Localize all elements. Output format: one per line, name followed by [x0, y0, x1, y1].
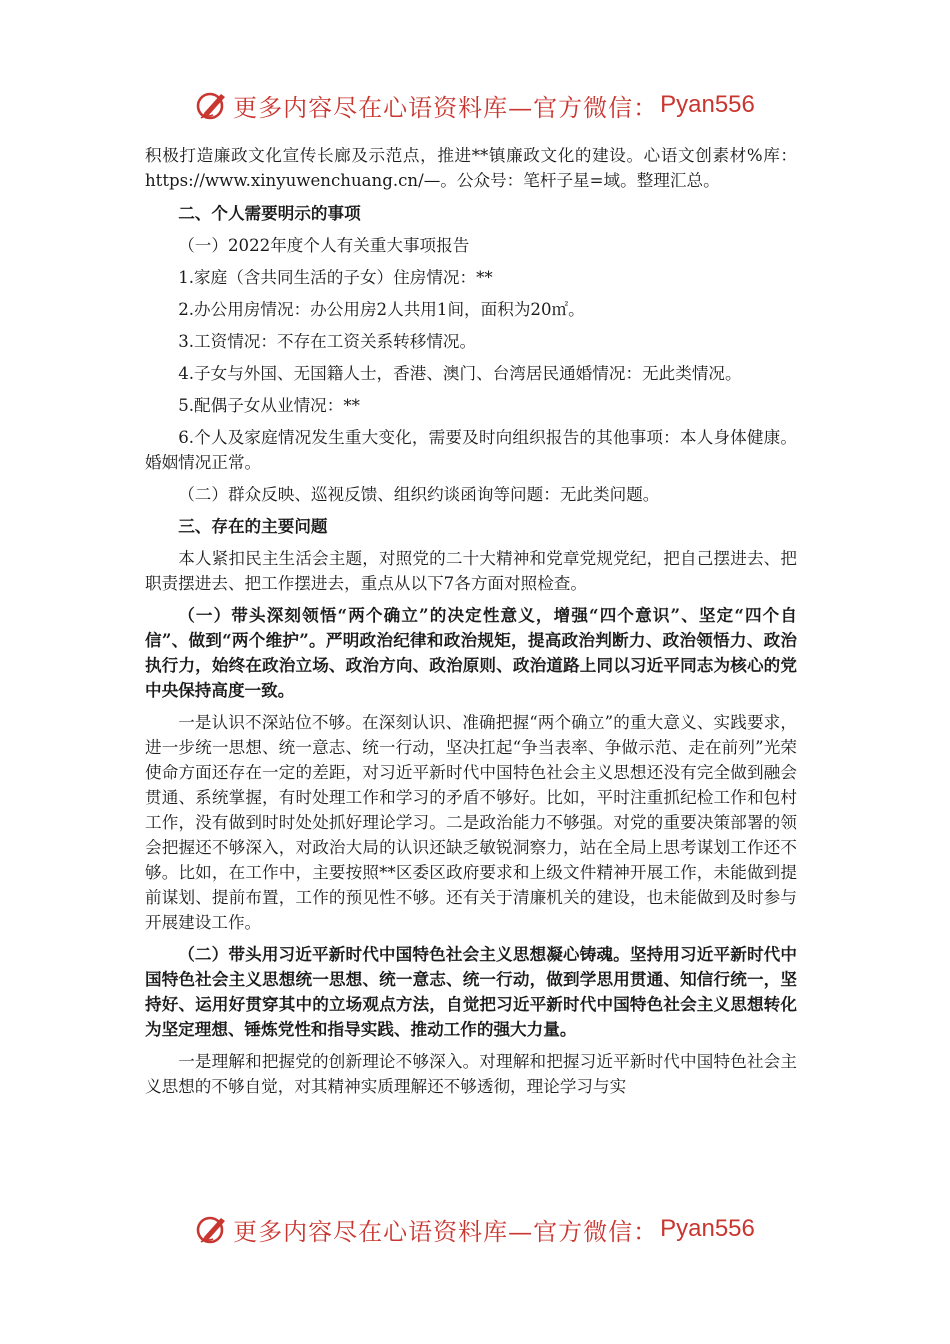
item-marriage: 4.子女与外国、无国籍人士，香港、澳门、台湾居民通婚情况：无此类情况。	[178, 364, 742, 383]
banner-text: 更多内容尽在心语资料库—官方微信：	[233, 1217, 659, 1246]
item-employment: 5.配偶子女从业情况：**	[178, 396, 360, 415]
item-other-changes: 6.个人及家庭情况发生重大变化，需要及时向组织报告的其他事项：本人身体健康。婚姻情况正常。	[145, 428, 797, 472]
point-2-body: 一是理解和把握党的创新理论不够深入。对理解和把握习近平新时代中国特色社会主义思想的不够自觉，对其精神实质理解还不够透彻，理论学习与实	[145, 1052, 797, 1096]
item-office: 2.办公用房情况：办公用房2人共用1间，面积为20㎡。	[178, 300, 585, 319]
point-1-title: （一）带头深刻领悟“两个确立”的决定性意义，增强“四个意识”、坚定“四个自信”、做到“两个维护”。严明政治纪律和政治规矩，提高政治判断力、政治领悟力、政治执行力，始终在政治立场、政治方向、政治原则、政治道路上同以习近平同志为核心的党中央保持高度一致。	[145, 605, 797, 700]
point-1-body: 一是认识不深站位不够。在深刻认识、准确把握“两个确立”的重大意义、实践要求，进一步统一思想、统一意志、统一行动，坚决扛起“争当表率、争做示范、走在前列”光荣使命方面还存在一定的差距，对习近平新时代中国特色社会主义思想还没有完全做到融会贯通、系统掌握，有时处理工作和学习的矛盾不够好。比如，平时注重抓纪检工作和包村工作，没有做到时时处处抓好理论学习。二是政治能力不够强。对党的重要决策部署的领会把握还不够深入，对政治大局的认识还缺乏敏锐洞察力，站在全局上思考谋划工作还不够。比如，在工作中，主要按照**区委区政府要求和上级文件精神开展工作，未能做到提前谋划、提前布置，工作的预见性不够。还有关于清廉机关的建设，也未能做到及时参与开展建设工作。	[145, 713, 797, 932]
point-2-title: （二）带头用习近平新时代中国特色社会主义思想凝心铸魂。坚持用习近平新时代中国特色社会主义思想统一思想、统一意志、统一行动，做到学思用贯通、知信行统一，坚持好、运用好贯穿其中的立场观点方法，自觉把习近平新时代中国特色社会主义思想转化为坚定理想、锤炼党性和指导实践、推动工作的强大力量。	[145, 944, 797, 1039]
footer-banner	[0, 1204, 950, 1254]
document-body	[145, 143, 797, 1106]
pen-logo-icon	[195, 1212, 229, 1246]
item-salary: 3.工资情况：不存在工资关系转移情况。	[178, 332, 477, 351]
pen-logo-icon	[195, 88, 229, 122]
item-housing: 1.家庭（含共同生活的子女）住房情况：**	[178, 268, 493, 287]
header-banner	[0, 80, 950, 130]
banner-wechat-id: Pyan556	[660, 91, 755, 118]
banner-text: 更多内容尽在心语资料库—官方微信：	[233, 93, 659, 122]
section-3-title: 三、存在的主要问题	[178, 516, 328, 536]
section-3-intro: 本人紧扣民主生活会主题，对照党的二十大精神和党章党规党纪，把自己摆进去、把职责摆进去、把工作摆进去，重点从以下7各方面对照检查。	[145, 549, 797, 593]
section-2-title: 二、个人需要明示的事项	[178, 203, 361, 223]
subsection-1-title: （一）2022年度个人有关重大事项报告	[178, 236, 470, 255]
intro-paragraph: 积极打造廉政文化宣传长廊及示范点，推进**镇廉政文化的建设。心语文创素材%库：https://www.xinyuwenchuang.cn/—。公众号：笔杆子星=域。整理汇总。	[145, 146, 797, 190]
subsection-2: （二）群众反映、巡视反馈、组织约谈函询等问题：无此类问题。	[178, 485, 660, 504]
banner-wechat-id: Pyan556	[660, 1215, 755, 1242]
